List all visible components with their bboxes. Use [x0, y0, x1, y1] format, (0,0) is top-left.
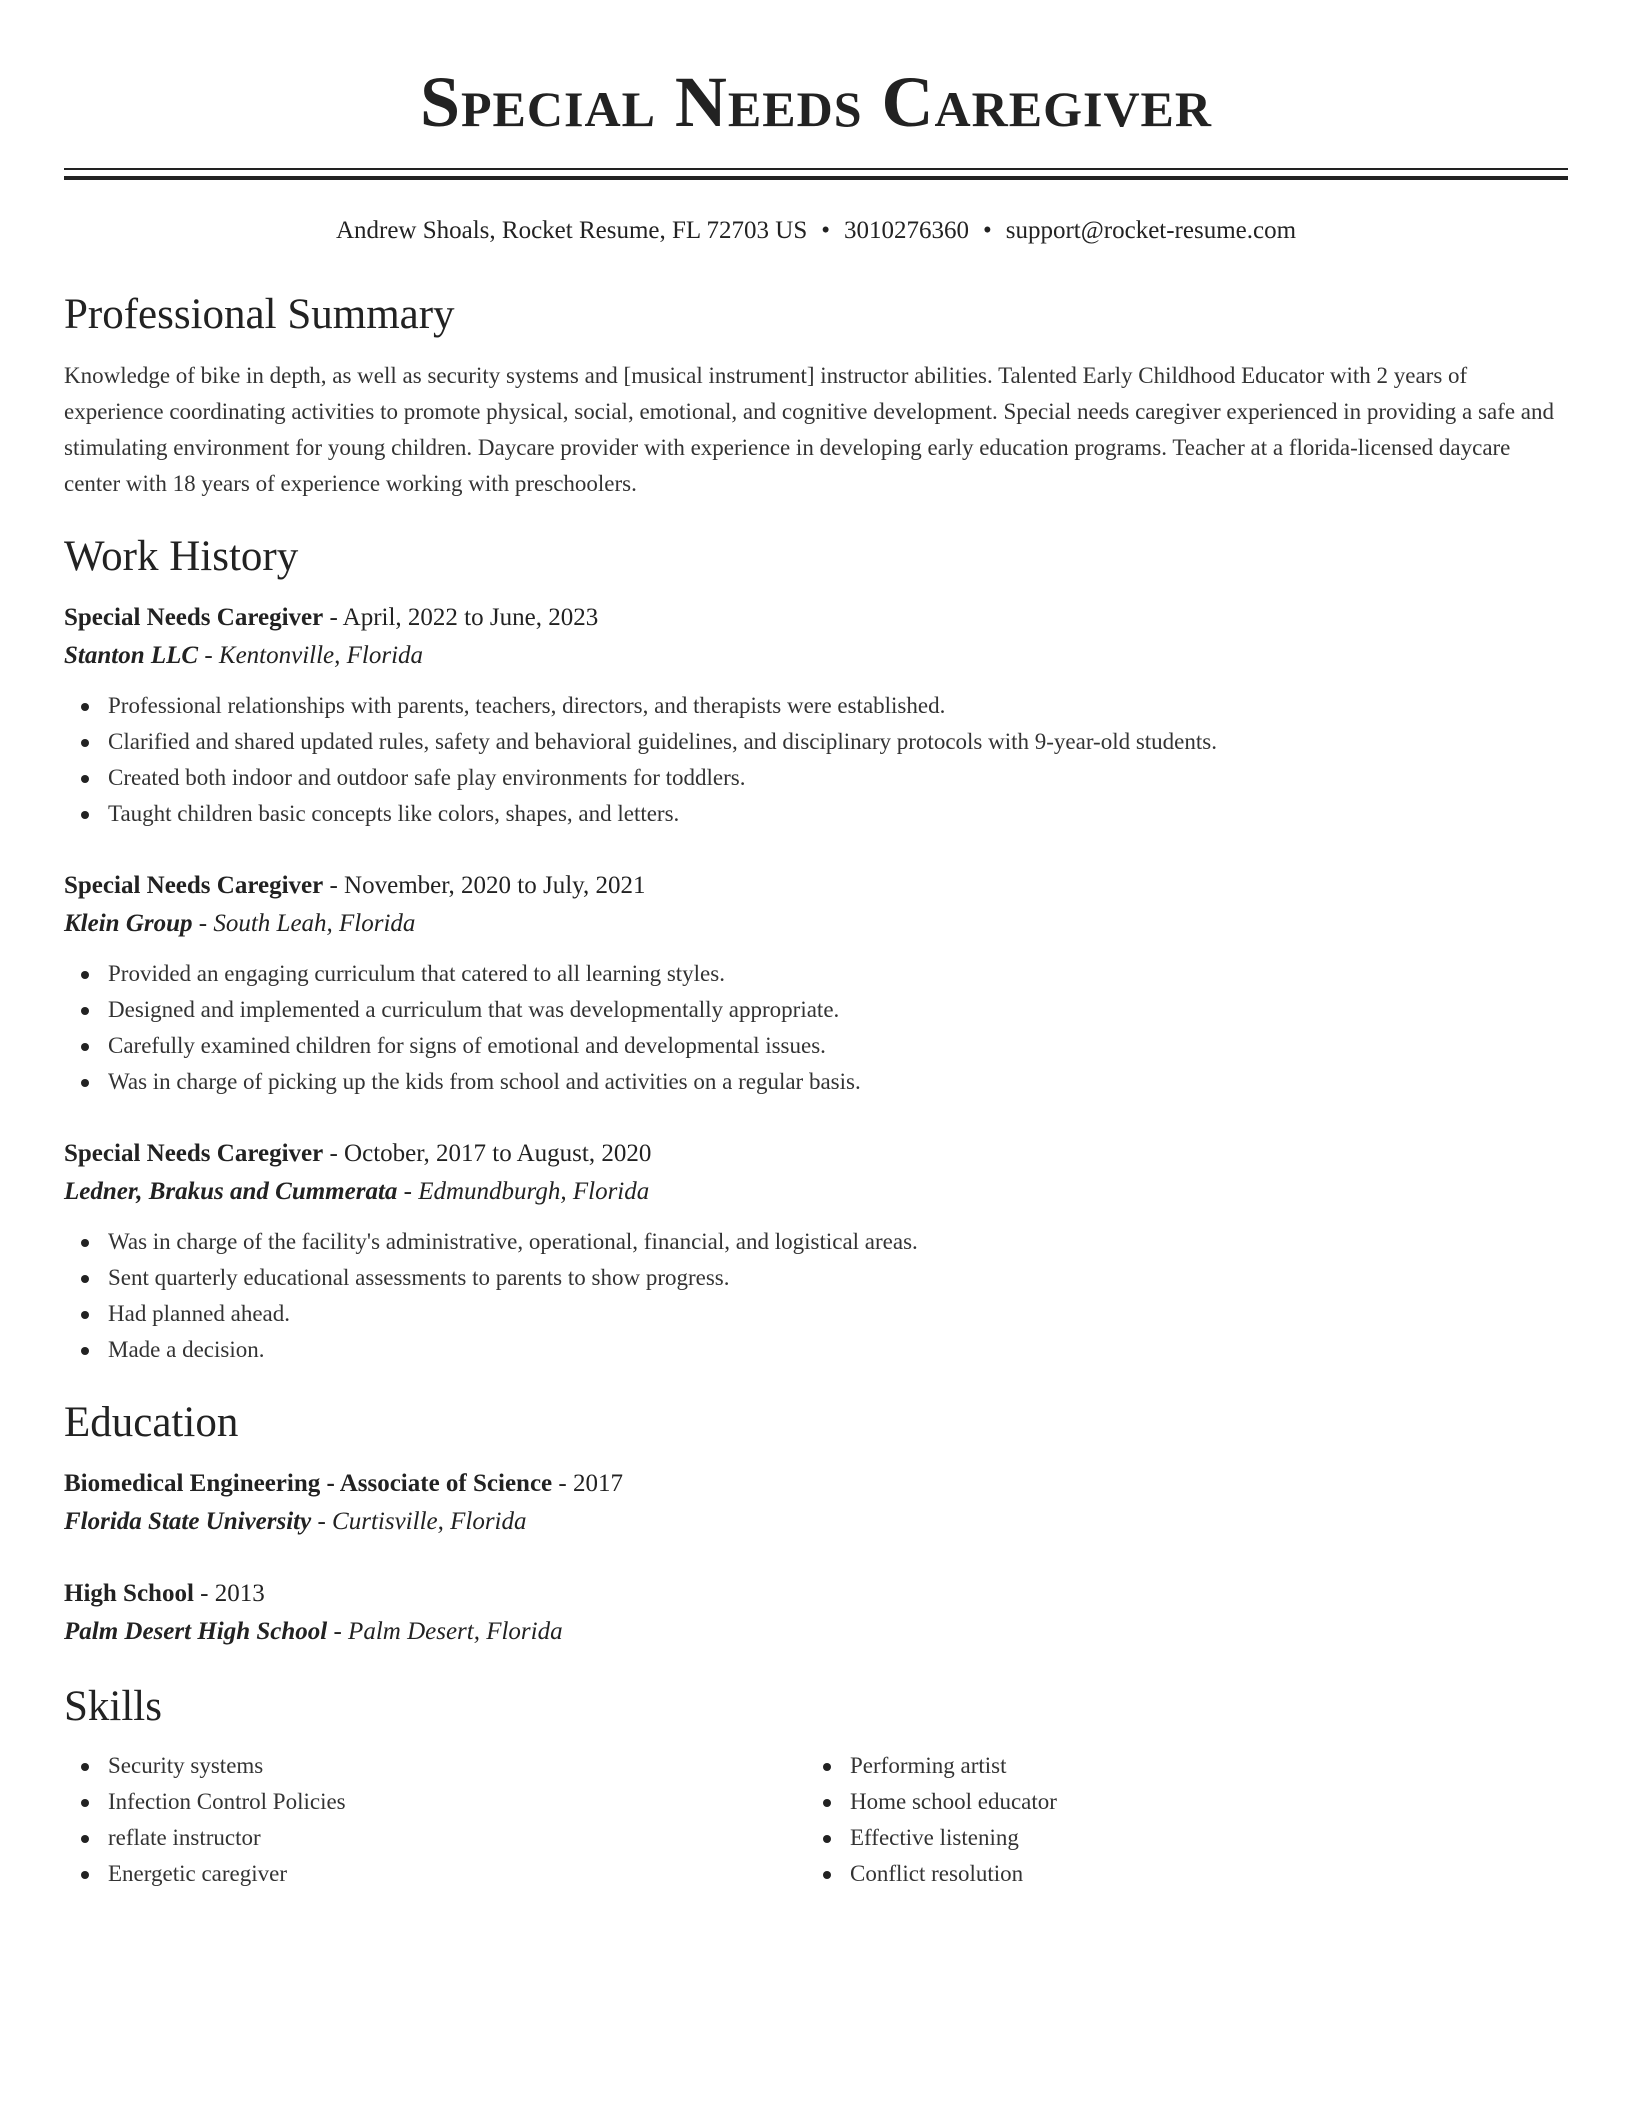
- skills-list-left: [64, 1748, 806, 1892]
- list-item-text: Created both indoor and outdoor safe play environments for toddlers.: [108, 765, 746, 790]
- skill-item: [64, 1856, 806, 1892]
- skill-item: [64, 1820, 806, 1856]
- title-divider-thin: [64, 168, 1568, 170]
- summary-heading: Professional Summary: [64, 291, 455, 338]
- contact-phone: 3010276360: [843, 217, 969, 244]
- education-heading: Education: [64, 1399, 239, 1446]
- title-divider-thick: [64, 176, 1568, 180]
- list-item-text: Designed and implemented a curriculum that was developmentally appropriate.: [108, 997, 840, 1022]
- contact-address: Andrew Shoals, Rocket Resume, FL 72703 US: [335, 217, 808, 244]
- skill-text: Energetic caregiver: [108, 1861, 287, 1886]
- job-title: Special Needs Caregiver: [64, 604, 324, 631]
- job-dates: - October, 2017 to August, 2020: [323, 1140, 652, 1167]
- skill-item: [806, 1784, 1548, 1820]
- bullet-icon: [823, 1835, 831, 1843]
- education-school: Florida State University: [64, 1508, 312, 1535]
- job-title-row: [64, 600, 1568, 636]
- job-dates: - November, 2020 to July, 2021: [323, 872, 646, 899]
- bullet-icon: [81, 1043, 89, 1051]
- bullet-icon: [823, 1763, 831, 1771]
- job-entry: [64, 1136, 1568, 1368]
- list-item: [64, 688, 1568, 724]
- list-item: [64, 956, 1568, 992]
- bullet-icon: [81, 1763, 89, 1771]
- resume-page: [64, 0, 1568, 1892]
- job-duties-list: [64, 688, 1568, 832]
- bullet-icon: [81, 775, 89, 783]
- list-item-text: Was in charge of picking up the kids from school and activities on a regular basis.: [108, 1069, 861, 1094]
- job-entry: [64, 600, 1568, 832]
- job-company: Klein Group: [64, 910, 193, 937]
- job-company: Stanton LLC: [64, 642, 199, 669]
- list-item-text: Had planned ahead.: [108, 1301, 291, 1326]
- list-item: [64, 1028, 1568, 1064]
- education-degree-row: [64, 1576, 1568, 1612]
- bullet-icon: [81, 1239, 89, 1247]
- job-company-row: [64, 904, 1568, 944]
- list-item: [64, 1260, 1568, 1296]
- job-title-row: [64, 868, 1568, 904]
- job-location: - South Leah, Florida: [192, 910, 416, 937]
- list-item: [64, 1224, 1568, 1260]
- skill-item: [806, 1856, 1548, 1892]
- bullet-icon: [81, 703, 89, 711]
- education-school-row: [64, 1612, 1568, 1652]
- bullet-icon: [81, 1311, 89, 1319]
- skill-text: Security systems: [108, 1753, 264, 1778]
- skill-text: Effective listening: [850, 1825, 1019, 1850]
- job-title: Special Needs Caregiver: [64, 872, 324, 899]
- contact-separator: •: [821, 217, 830, 244]
- education-degree: Biomedical Engineering - Associate of Science: [64, 1470, 553, 1497]
- skill-text: Home school educator: [850, 1789, 1057, 1814]
- job-location: - Edmundburgh, Florida: [397, 1178, 650, 1205]
- list-item-text: Carefully examined children for signs of emotional and developmental issues.: [108, 1033, 826, 1058]
- list-item: [64, 1332, 1568, 1368]
- bullet-icon: [81, 971, 89, 979]
- contact-email: support@rocket-resume.com: [1005, 217, 1297, 244]
- education-degree-row: [64, 1466, 1568, 1502]
- list-item-text: Taught children basic concepts like colors, shapes, and letters.: [108, 801, 680, 826]
- education-degree: High School: [64, 1580, 194, 1607]
- bullet-icon: [81, 1079, 89, 1087]
- education-location: - Curtisville, Florida: [311, 1508, 527, 1535]
- summary-text: Knowledge of bike in depth, as well as security systems and [musical instrument] instructor abilities. Talented Early Childhood Educator with 2 years of experience coordinating activities to promote physical, social, emotional, and cognitive development. Special needs caregiver experienced in providing a safe and stimulating environment for young children. Daycare provider with experience in developing early education programs. Teacher at a florida-licensed daycare center with 18 years of experience working with preschoolers.: [64, 363, 1554, 496]
- job-duties-list: [64, 1224, 1568, 1368]
- skill-text: Conflict resolution: [850, 1861, 1024, 1886]
- page-title: Special Needs Caregiver: [419, 62, 1213, 142]
- skill-item: [806, 1748, 1548, 1784]
- list-item-text: Provided an engaging curriculum that catered to all learning styles.: [108, 961, 725, 986]
- bullet-icon: [81, 1275, 89, 1283]
- bullet-icon: [81, 1347, 89, 1355]
- bullet-icon: [823, 1799, 831, 1807]
- skill-text: Infection Control Policies: [108, 1789, 346, 1814]
- list-item: [64, 760, 1568, 796]
- education-school: Palm Desert High School: [64, 1618, 328, 1645]
- job-duties-list: [64, 956, 1568, 1100]
- list-item: [64, 796, 1568, 832]
- list-item-text: Made a decision.: [108, 1337, 265, 1362]
- list-item-text: Clarified and shared updated rules, safety and behavioral guidelines, and disciplinary protocols with 9-year-old students.: [108, 729, 1217, 754]
- bullet-icon: [81, 1007, 89, 1015]
- skill-text: reflate instructor: [108, 1825, 261, 1850]
- education-entry: [64, 1466, 1568, 1542]
- skill-text: Performing artist: [850, 1753, 1007, 1778]
- job-dates: - April, 2022 to June, 2023: [323, 604, 599, 631]
- bullet-icon: [823, 1871, 831, 1879]
- list-item: [64, 992, 1568, 1028]
- skill-item: [64, 1748, 806, 1784]
- skill-item: [64, 1784, 806, 1820]
- education-location: - Palm Desert, Florida: [327, 1618, 563, 1645]
- job-company: Ledner, Brakus and Cummerata: [64, 1178, 398, 1205]
- skills-grid: [64, 1748, 1568, 1892]
- bullet-icon: [81, 1835, 89, 1843]
- job-company-row: [64, 636, 1568, 676]
- job-title-row: [64, 1136, 1568, 1172]
- skill-item: [806, 1820, 1548, 1856]
- job-title: Special Needs Caregiver: [64, 1140, 324, 1167]
- list-item: [64, 724, 1568, 760]
- list-item: [64, 1064, 1568, 1100]
- job-entry: [64, 868, 1568, 1100]
- skills-list-right: [806, 1748, 1548, 1892]
- contact-line: [64, 216, 1568, 246]
- list-item: [64, 1296, 1568, 1332]
- list-item-text: Was in charge of the facility's administrative, operational, financial, and logistical areas.: [108, 1229, 918, 1254]
- education-entry: [64, 1576, 1568, 1652]
- education-school-row: [64, 1502, 1568, 1542]
- education-year: - 2013: [193, 1580, 265, 1607]
- work-history-heading: Work History: [64, 533, 299, 580]
- skills-heading: Skills: [64, 1683, 162, 1730]
- job-company-row: [64, 1172, 1568, 1212]
- bullet-icon: [81, 1799, 89, 1807]
- bullet-icon: [81, 811, 89, 819]
- bullet-icon: [81, 739, 89, 747]
- education-year: - 2017: [552, 1470, 623, 1497]
- bullet-icon: [81, 1871, 89, 1879]
- list-item-text: Professional relationships with parents, teachers, directors, and therapists were established.: [108, 693, 946, 718]
- list-item-text: Sent quarterly educational assessments to parents to show progress.: [108, 1265, 730, 1290]
- contact-separator: •: [982, 217, 992, 244]
- job-location: - Kentonville, Florida: [198, 642, 424, 669]
